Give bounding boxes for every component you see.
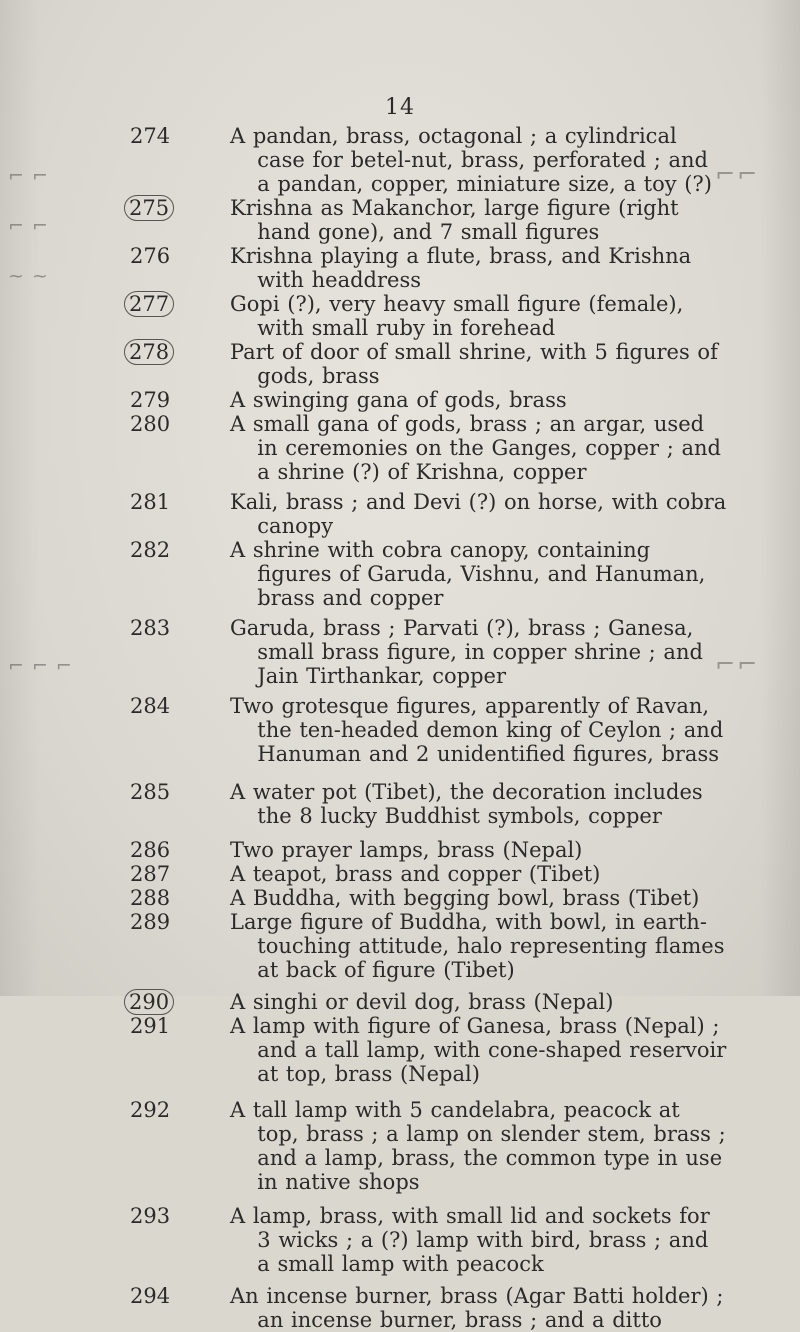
catalogue-entry bbox=[0, 910, 800, 982]
entry-number: 275 bbox=[124, 195, 174, 221]
catalogue-entry bbox=[0, 862, 800, 886]
catalogue-entry bbox=[0, 886, 800, 910]
catalogue-entry bbox=[0, 412, 800, 484]
entry-number: 285 bbox=[130, 780, 171, 804]
catalogue-entries bbox=[0, 124, 800, 1332]
entry-number: 278 bbox=[124, 339, 174, 365]
catalogue-entry bbox=[0, 292, 800, 340]
catalogue-entry bbox=[0, 1098, 800, 1194]
entry-description: A small gana of gods, brass ; an argar, used in ceremonies on the Ganges, copper ; and a shrine (?) of Krishna, copper bbox=[230, 412, 721, 484]
entry-number: 280 bbox=[130, 412, 171, 436]
entry-number: 287 bbox=[130, 862, 171, 886]
catalogue-entry bbox=[0, 1204, 800, 1276]
entry-description: A teapot, brass and copper (Tibet) bbox=[230, 862, 601, 886]
entry-number: 289 bbox=[130, 910, 171, 934]
entry-number: 274 bbox=[130, 124, 171, 148]
catalogue-entry bbox=[0, 340, 800, 388]
entry-number: 279 bbox=[130, 388, 171, 412]
entry-number: 290 bbox=[124, 989, 174, 1015]
pencil-mark-left-2: ⌐ ⌐ bbox=[8, 215, 49, 237]
entry-description: A lamp, brass, with small lid and sockets for 3 wicks ; a (?) lamp with bird, brass ; and a small lamp with peacock bbox=[230, 1204, 710, 1276]
catalogue-entry bbox=[0, 196, 800, 244]
entry-description: Krishna as Makanchor, large figure (right hand gone), and 7 small figures bbox=[230, 196, 679, 244]
catalogue-entry bbox=[0, 838, 800, 862]
entry-description: A pandan, brass, octagonal ; a cylindrical case for betel-nut, brass, perforated ; and a pandan, copper, miniature size, a toy (?) bbox=[230, 124, 712, 196]
entry-description: A lamp with figure of Ganesa, brass (Nepal) ; and a tall lamp, with cone-shaped reservoir at top, brass (Nepal) bbox=[230, 1014, 727, 1086]
entry-description: A water pot (Tibet), the decoration includes the 8 lucky Buddhist symbols, copper bbox=[230, 780, 703, 828]
entry-description: A singhi or devil dog, brass (Nepal) bbox=[230, 990, 614, 1014]
catalogue-entry bbox=[0, 388, 800, 412]
pencil-mark-left-3: ~ ~ bbox=[8, 265, 49, 287]
catalogue-entry bbox=[0, 616, 800, 688]
entry-description: A swinging gana of gods, brass bbox=[230, 388, 567, 412]
pencil-mark-left-1: ⌐ ⌐ bbox=[8, 165, 49, 187]
entry-description: Krishna playing a flute, brass, and Krishna with headdress bbox=[230, 244, 692, 292]
entry-number: 282 bbox=[130, 538, 171, 562]
entry-number: 292 bbox=[130, 1098, 171, 1122]
catalogue-entry bbox=[0, 990, 800, 1014]
entry-number: 293 bbox=[130, 1204, 171, 1228]
entry-number: 291 bbox=[130, 1014, 171, 1038]
entry-description: Large figure of Buddha, with bowl, in earth-touching attitude, halo representing flames at back of figure (Tibet) bbox=[230, 910, 725, 982]
catalogue-entry bbox=[0, 780, 800, 828]
pencil-mark-right-1: ⌐⌐ bbox=[715, 160, 760, 188]
entry-description: A Buddha, with begging bowl, brass (Tibet) bbox=[230, 886, 700, 910]
entry-description: A shrine with cobra canopy, containing figures of Garuda, Vishnu, and Hanuman, brass and copper bbox=[230, 538, 706, 610]
entry-description: Kali, brass ; and Devi (?) on horse, with cobra canopy bbox=[230, 490, 727, 538]
entry-description: Part of door of small shrine, with 5 figures of gods, brass bbox=[230, 340, 718, 388]
entry-number: 286 bbox=[130, 838, 171, 862]
catalogue-entry bbox=[0, 1014, 800, 1086]
entry-description: Two grotesque figures, apparently of Ravan, the ten-headed demon king of Ceylon ; and Hanuman and 2 unidentified figures, brass bbox=[230, 694, 724, 766]
entry-number: 284 bbox=[130, 694, 171, 718]
catalogue-entry bbox=[0, 490, 800, 538]
entry-number: 276 bbox=[130, 244, 171, 268]
entry-number: 277 bbox=[124, 291, 174, 317]
entry-number: 283 bbox=[130, 616, 171, 640]
entry-description: Gopi (?), very heavy small figure (female), with small ruby in forehead bbox=[230, 292, 684, 340]
entry-number: 281 bbox=[130, 490, 171, 514]
catalogue-entry bbox=[0, 244, 800, 292]
entry-number: 294 bbox=[130, 1284, 171, 1308]
pencil-mark-right-2: ⌐⌐ bbox=[715, 650, 760, 678]
catalogue-entry bbox=[0, 1284, 800, 1332]
entry-description: Garuda, brass ; Parvati (?), brass ; Ganesa, small brass figure, in copper shrine ; and Jain Tirthankar, copper bbox=[230, 616, 703, 688]
entry-description: A tall lamp with 5 candelabra, peacock at top, brass ; a lamp on slender stem, brass ; and a lamp, brass, the common type in use in native shops bbox=[230, 1098, 726, 1194]
catalogue-entry bbox=[0, 124, 800, 196]
pencil-mark-left-4: ⌐ ⌐ ⌐ bbox=[8, 655, 73, 677]
catalogue-entry bbox=[0, 694, 800, 766]
entry-description: An incense burner, brass (Agar Batti holder) ; an incense burner, brass ; and a ditto bbox=[230, 1284, 724, 1332]
entry-description: Two prayer lamps, brass (Nepal) bbox=[230, 838, 583, 862]
page-number: 14 bbox=[385, 95, 415, 120]
entry-number: 288 bbox=[130, 886, 171, 910]
catalogue-entry bbox=[0, 538, 800, 610]
